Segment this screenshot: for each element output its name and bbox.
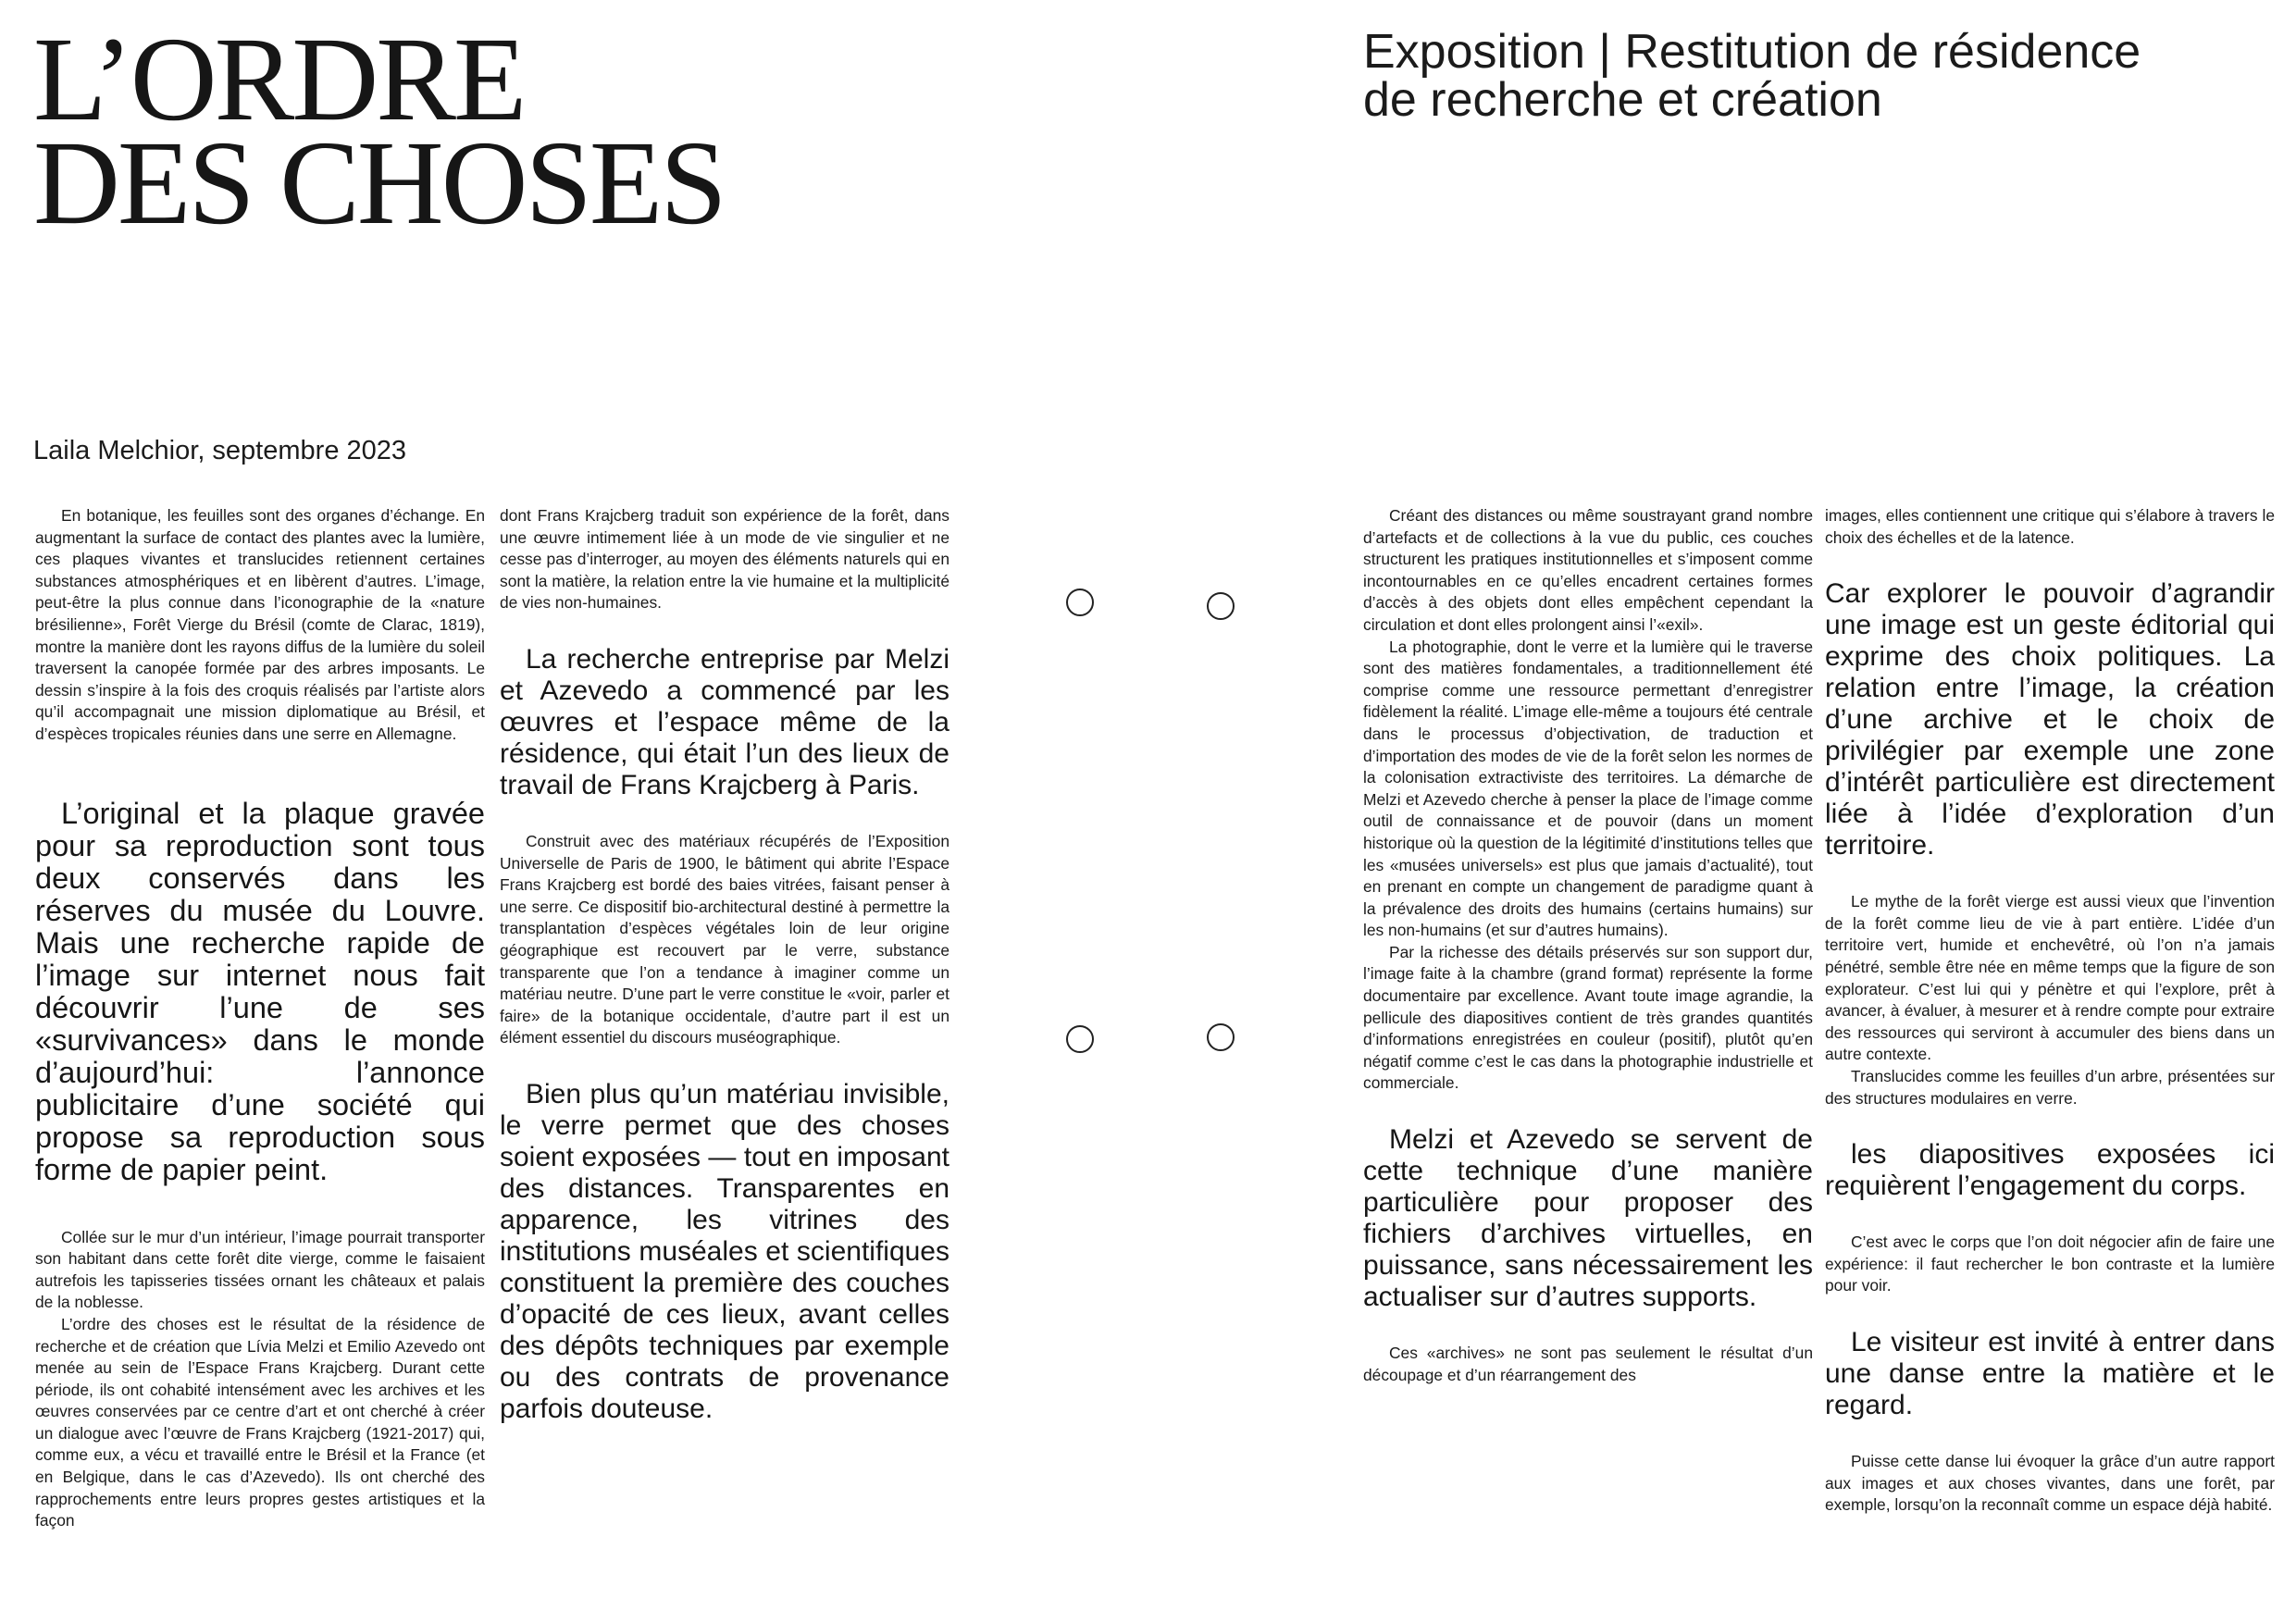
pull-quote: Le visiteur est invité à entrer dans une danse entre la matière et le regard. xyxy=(1825,1326,2275,1420)
author-byline: Laila Melchior, septembre 2023 xyxy=(33,436,407,465)
subtitle-line-1: Exposition | Restitution de résidence xyxy=(1363,25,2141,79)
body-paragraph: dont Frans Krajcberg traduit son expérience de la forêt, dans une œuvre intimement liée à un mode de vie singulier et ne cesse pas d’interroger, au moyen des éléments naturels qui en sont la matière, la relation entre la vie humaine et la multiplicité de vies non-humaines. xyxy=(500,506,949,613)
body-paragraph: images, elles contiennent une critique qui s’élabore à travers le choix des échelles et de la latence. xyxy=(1825,506,2275,547)
mounting-hole-marker xyxy=(1207,1023,1235,1051)
pull-quote: Melzi et Azevedo se servent de cette technique d’une manière particulière pour proposer des fichiers d’archives virtuelles, en puissance, sans nécessairement les actualiser sur d’autres supports. xyxy=(1363,1124,1813,1313)
title-line-1: L’ORDRE xyxy=(33,13,525,146)
text-column-2 xyxy=(500,505,949,1425)
body-paragraph: La photographie, dont le verre et la lumière qui le traverse sont des matières fondamentales, a traditionnellement été comprise comme une ressource permettant d’enregistrer fidèlement la réalité. L’image elle-même a toujours été centrale dans le processus d’objectivation, de traduction et d’importation des modes de vie de la forêt selon les normes de la colonisation extractiviste des territoires. La démarche de Melzi et Azevedo cherche à penser la place de l’image comme outil de connaissance et de pouvoir (dans un moment historique où la question de la légitimité d’institutions telles que les «musées universels» est plus que jamais d’actualité), tout en prenant en compte un changement de paradigme quant à la prévalence des droits des humains (certains humains) sur les non-humains (et sur d’autres humains). xyxy=(1363,637,1813,940)
mounting-hole-marker xyxy=(1066,588,1094,616)
page-title xyxy=(33,13,725,250)
body-paragraph: C’est avec le corps que l’on doit négocier afin de faire une expérience: il faut rechercher le bon contraste et la lumière pour voir. xyxy=(1825,1233,2275,1295)
mounting-hole-marker xyxy=(1066,1025,1094,1053)
text-column-3 xyxy=(1363,505,1813,1386)
body-paragraph: L’ordre des choses est le résultat de la résidence de recherche et de création que Lívia Melzi et Emilio Azevedo ont menée au sein de l’Espace Frans Krajcberg. Durant cette période, ils ont cohabité intensément avec les archives et les œuvres conservées par ce centre d’art et ont cherché à créer un dialogue avec l’œuvre de Frans Krajcberg (1921-2017) qui, comme eux, a vécu et travaillé entre le Brésil et la France (et en Belgique, dans le cas d’Azevedo). Ils ont cherché des rapprochements entre leurs propres gestes artistiques et la façon xyxy=(35,1314,485,1530)
pull-quote: La recherche entreprise par Melzi et Azevedo a commencé par les œuvres et l’espace même de la résidence, qui était l’un des lieux de travail de Frans Krajcberg à Paris. xyxy=(500,643,949,800)
page-subtitle xyxy=(1363,25,2270,127)
body-paragraph: Par la richesse des détails préservés sur son support dur, l’image faite à la chambre (grand format) représente la forme documentaire par excellence. Avant toute image agrandie, la pellicule des diapositives contient de très grandes quantités d’informations enregistrées en couleur (positif), plutôt qu’en négatif comme c’est le cas dans la photographie industrielle et commerciale. xyxy=(1363,942,1813,1093)
text-column-1 xyxy=(35,505,485,1532)
body-paragraph: Le mythe de la forêt vierge est aussi vieux que l’invention de la forêt comme lieu de vie à part entière. L’idée d’un territoire vert, humide et enchevêtré, où l’on n’a jamais pénétré, semble être née en même temps que la figure de son explorateur. C’est lui qui y pénètre et qui l’explore, prêt à avancer, à évaluer, à mesurer et à rendre compte pour extraire des ressources qui serviront à accumuler des biens dans un autre contexte. xyxy=(1825,892,2275,1064)
body-paragraph: Translucides comme les feuilles d’un arbre, présentées sur des structures modulaires en verre. xyxy=(1825,1066,2275,1108)
pull-quote: Car explorer le pouvoir d’agrandir une image est un geste éditorial qui exprime des choix politiques. La relation entre l’image, la création d’une archive et le choix de privilégier par exemple une zone d’intérêt particulière est directement liée à l’idée d’exploration d’un territoire. xyxy=(1825,578,2275,861)
text-column-4 xyxy=(1825,505,2275,1517)
body-paragraph: Construit avec des matériaux récupérés de l’Exposition Universelle de Paris de 1900, le bâtiment qui abrite l’Espace Frans Krajcberg est bordé des baies vitrées, faisant penser à une serre. Ce dispositif bio-architectural destiné à permettre la transplantation d’espèces végétales loin de leur origine géographique est recouvert par le verre, substance transparente que l’on a tendance à imaginer comme un matériau neutre. D’une part le verre constitue le «voir, parler et faire» de la botanique occidentale, d’autre part il est un élément essentiel du discours muséographique. xyxy=(500,831,949,1047)
body-paragraph: Collée sur le mur d’un intérieur, l’image pourrait transporter son habitant dans cette forêt dite vierge, comme le faisaient autrefois les tapisseries tissées ornant les châteaux et palais de la noblesse. xyxy=(35,1227,485,1312)
body-paragraph: En botanique, les feuilles sont des organes d’échange. En augmentant la surface de contact des plantes avec la lumière, ces plaques vivantes et translucides retiennent certaines substances atmosphériques et en libèrent d’autres. L’image, peut-être la plus connue dans l’iconographie de la «nature brésilienne», Forêt Vierge du Brésil (comte de Clarac, 1819), montre la manière dont les rayons diffus de la lumière du soleil traversent la canopée formée par des arbres imposants. Le dessin s’inspire à la fois des croquis réalisés par l’artiste alors qu’il accompagnait une mission diplomatique au Brésil, et d’espèces tropicales réunies dans une serre en Allemagne. xyxy=(35,506,485,743)
body-paragraph: Puisse cette danse lui évoquer la grâce d’un autre rapport aux images et aux choses vivantes, dans une forêt, par exemple, lorsqu’on la reconnaît comme un espace déjà habité. xyxy=(1825,1451,2275,1515)
title-line-2: DES CHOSES xyxy=(33,117,725,250)
pull-quote: les diapositives exposées ici requièrent l’engagement du corps. xyxy=(1825,1139,2275,1202)
pull-quote: L’original et la plaque gravée pour sa reproduction sont tous deux conservés dans les réserves du musée du Louvre. Mais une recherche rapide de l’image sur internet nous fait découvrir l’une de ses «survivances» dans le monde d’aujourd’hui: l’annonce publicitaire d’une société qui propose sa reproduction sous forme de papier peint. xyxy=(35,796,485,1186)
body-paragraph: Ces «archives» ne sont pas seulement le résultat d’un découpage et d’un réarrangement des xyxy=(1363,1344,1813,1384)
mounting-hole-marker xyxy=(1207,592,1235,620)
subtitle-line-2: de recherche et création xyxy=(1363,73,1882,127)
body-paragraph: Créant des distances ou même soustrayant grand nombre d’artefacts et de collections à la vue du public, ces couches structurent les pratiques institutionnelles et s’imposent comme incontournables en ce qu’elles encadrent certaines formes d’accès à des objets dont elles empêchent cependant la circulation et dont elles prolongent ainsi l’«exil». xyxy=(1363,506,1813,634)
pull-quote: Bien plus qu’un matériau invisible, le verre permet que des choses soient exposées — tout en imposant des distances. Transparentes en apparence, les vitrines des institutions muséales et scientifiques constituent la première des couches d’opacité de ces lieux, avant celles des dépôts techniques par exemple ou des contrats de provenance parfois douteuse. xyxy=(500,1078,949,1424)
